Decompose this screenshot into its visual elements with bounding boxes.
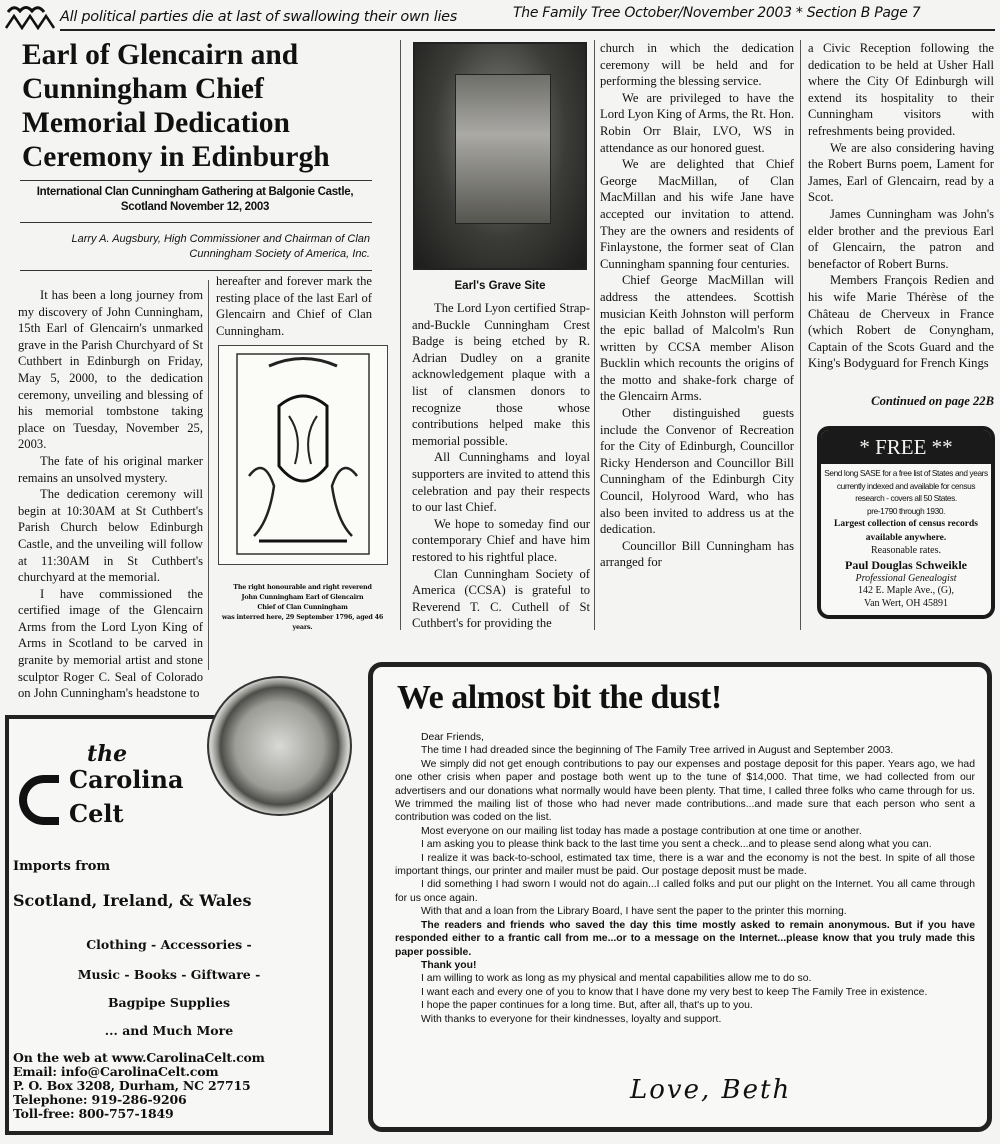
email-link[interactable]: Email: info@CarolinaCelt.com [13,1064,219,1079]
paragraph: The readers and friends who saved the day this time mostly asked to remain anonymous. But if you have responded either to a frantic call from me...or to a message on the Internet...please know that you truly made this paper possible. [395,919,975,958]
paragraph: All Cunninghams and loyal supporters are invited to attend this celebration and pay their respects to our last Chief. [412,450,590,515]
column-rule [594,40,595,630]
caption-line: Chief of Clan Cunningham [257,603,348,611]
paragraph: I have commissioned the certified image of the Glencairn Arms from the Lord Lyon King of Arms in Scotland to be carved in granite by memorial artist and stone sculptor Roger C. Seal of Colorado on John Cunningham's headstone to [18,586,203,701]
paragraph: hereafter and forever mark the resting place of the last Earl of Glencairn and Chief of Clan Cunningham. [216,274,372,338]
paragraph: Other distinguished guests include the Convenor of Recreation for the City of Edinburgh, Councillor Ricky Henderson and Councillor Bill Cunningham of the Edinburgh City Council, Holyrood Ward, who has also been invited to address us at the dedication. [600,406,794,537]
memorial-drawing-image [218,345,388,565]
article-subhead: International Clan Cunningham Gathering at Balgonie Castle, Scotland November 12, 2003 [36,186,354,213]
ad-name: Paul Douglas Schweikle [844,557,967,572]
header-motto: All political parties die at last of swallowing their own lies [60,9,458,25]
letter-bold-paragraphs [395,919,975,973]
divider [20,270,372,271]
paragraph: The fate of his original marker remains an unsolved mystery. [18,453,203,485]
ad-role: Professional Genealogist [855,572,957,584]
ad-text: Send long SASE for a free list of States and years currently indexed and available for census research - covers all 50 States. [824,468,988,503]
paragraph: We are privileged to have the Lord Lyon King of Arms, the Rt. Hon. Robin Orr Blair, LVO, WS in attendance as our honored guest. [600,90,794,155]
brand-logo-mark [19,775,59,833]
paragraph: James Cunningham was John's elder brother and the previous Earl of Glencairn, the patron and benefactor of Robert Burns. [808,206,994,271]
paragraph: Clan Cunningham Society of America (CCSA) is grateful to Reverend T. C. Cuthell of St Cuthbert's for providing the [412,566,590,631]
divider [20,222,372,223]
article-column-5 [808,40,994,372]
product-line: Clothing - Accessories - [86,937,252,952]
ad-address: Van Wert, OH 45891 [864,597,948,609]
brand-name: Carolina Celt [69,765,184,828]
paragraph: We simply did not get enough contributions to pay our expenses and postage deposit for this paper. Years ago, we had one other crisis when paper and postage both went up to the tune of $14,000. That time, we had collected from our advertisers and our donations what normally would have been plenty. That time, I called three folks who came through for us. We trimmed the mailing list of those who had never made contributions...and made sure that each person who sent a contribution was coded on the list. [395,758,975,824]
ad-text: Reasonable rates. [871,545,941,556]
grave-site-photo [413,42,587,270]
product-line: Music - Books - Giftware - [77,967,261,982]
paragraph: Chief George MacMillan will address the attendees. Scottish musician Keith Johnston will perform the epic ballad of Malcolm's Run written by CCSA member Alison Bucklin which recounts the origins of the motto and shake-fork charge of the Glencairn Arms. [600,273,794,404]
photo-caption: Earl's Grave Site [454,280,546,292]
product-line: Bagpipe Supplies [107,995,231,1010]
caption-line: John Cunningham Earl of Glencairn [241,593,364,601]
column-rule [208,280,209,670]
paragraph: With that and a loan from the Library Board, I have sent the paper to the printer this morning. [421,906,847,918]
ad-text: pre-1790 through 1930. [867,505,945,516]
paragraph: I realize it was back-to-school, estimated tax time, there is a war and the economy is not the best. In spite of all those important things, our printer and mailer must be paid. Our postage deposit must be made. [395,852,975,878]
paragraph: Members François Redien and his wife Marie Thérèse of the Château de Cherveux in France (which Robert de Conyngham, Captain of the Scots Guard and the King's Bodyguard for French Kings [808,273,994,371]
paragraph: Thank you! [421,959,477,971]
coat-of-arms-icon [219,346,387,564]
headstone [455,74,551,224]
salutation: Dear Friends, [421,732,484,743]
ad-title: * FREE ** [821,430,991,464]
tree-logo-icon [4,2,56,30]
caption-line: was interred here, 29 September 1796, aged 46 years. [221,613,384,631]
paragraph: I am willing to work as long as my physical and mental capabilities allow me to do so. [421,973,812,985]
letter-closing-paragraphs [395,972,975,1026]
column-rule [400,40,401,630]
paragraph: I did something I had sworn I would not do again...I called folks and put our plight on the Internet. You all came through for us once again. [395,879,975,904]
paragraph: We hope to someday find our contemporary Chief and have him restored to his rightful place. [412,516,590,564]
paragraph: I want each and every one of you to know that I have done my very best to keep The Family Tree in existence. [421,986,928,998]
article-headline: Earl of Glencairn and Cunningham Chief Memorial Dedication Ceremony in Edinburgh [22,39,330,173]
paragraph: Councillor Bill Cunningham has arranged for [600,538,794,570]
paragraph: Most everyone on our mailing list today has made a postage contribution at one time or another. [421,825,862,837]
article-column-1 [18,287,203,702]
paragraph: The time I had dreaded since the beginning of The Family Tree arrived in August and September 2003. [421,745,894,757]
ad-text: Largest collection of census records available anywhere. [834,519,978,543]
product-line: ... and Much More [104,1023,234,1038]
header-rule [60,29,995,31]
website-link[interactable]: On the web at www.CarolinaCelt.com [13,1050,265,1065]
drawing-caption [215,582,390,632]
ad-address: 142 E. Maple Ave., (G), [858,585,954,596]
article-column-3 [412,300,590,632]
paragraph: It has been a long journey from my discovery of John Cunningham, 15th Earl of Glencairn's unmarked grave in the Parish Churchyard of St Cuthbert in Edinburgh on Friday, May 5, 2000, to the dedication ceremony, unveiling and blessing of his memorial tombstone taking place on Tuesday, November 25, 2003. [18,288,203,452]
imports-label: Imports from [13,859,111,874]
caption-line: The right honourable and right reverend [233,583,372,591]
article-byline: Larry A. Augsbury, High Commissioner and Chairman of Clan Cunningham Society of America, Inc. [71,233,370,260]
letter-body [395,731,975,1026]
regions: Scotland, Ireland, & Wales [13,891,252,910]
paragraph: The dedication ceremony will begin at 10:30AM at St Cuthbert's Parish Church below Edinburgh Castle, and the unveiling will follow at 11:30AM in St Cuthbert's churchyard at the memorial. [18,487,203,585]
po-box: P. O. Box 3208, Durham, NC 27715 [13,1078,251,1093]
paragraph: The Lord Lyon certified Strap-and-Buckle Cunningham Crest Badge is being etched by R. Adrian Dudley on a granite acknowledgement plaque with a list of clansmen donors to recognize those whose contributions helped make this memorial possible. [412,301,590,448]
header-issue: The Family Tree October/November 2003 * Section B Page 7 [513,5,921,21]
paragraph: With thanks to everyone for their kindnesses, loyalty and support. [421,1013,722,1025]
column-rule [800,40,801,630]
paragraph: We are delighted that Chief George MacMillan, of Clan MacMillan and his wife Jane have accepted our invitation to attend. They are the owners and residents of Finlaystone, the former seat of Clan Cunningham spanning four centuries. [600,157,794,271]
continued-note: Continued on page 22B [871,394,994,408]
paragraph: We are also considering having the Robert Burns poem, Lament for James, Earl of Glencairn, read by a Scot. [808,140,994,205]
paragraph: a Civic Reception following the dedication to be held at Usher Hall where the City Of Edinburgh will extend its hospitality to their Cunningham visitors with refreshments being provided. [808,41,994,138]
clan-seal-image [207,676,352,816]
letter-title: We almost bit the dust! [397,679,722,716]
paragraph: I am asking you to please think back to the last time you sent a check...and to please send along what you can. [421,839,932,851]
toll-free: Toll-free: 800-757-1849 [13,1106,174,1121]
telephone: Telephone: 919-286-9206 [13,1092,187,1107]
brand-the: the [87,741,128,767]
free-census-ad [817,426,995,619]
letter-paragraphs [395,744,975,918]
paragraph: church in which the dedication ceremony will be held and for performing the blessing service. [600,41,794,89]
signature: Love, Beth [630,1075,792,1105]
paragraph: I hope the paper continues for a long time. But, after all, that's up to you. [421,1000,753,1012]
article-column-4 [600,40,794,571]
article-column-2 [216,273,372,339]
divider [20,180,372,181]
